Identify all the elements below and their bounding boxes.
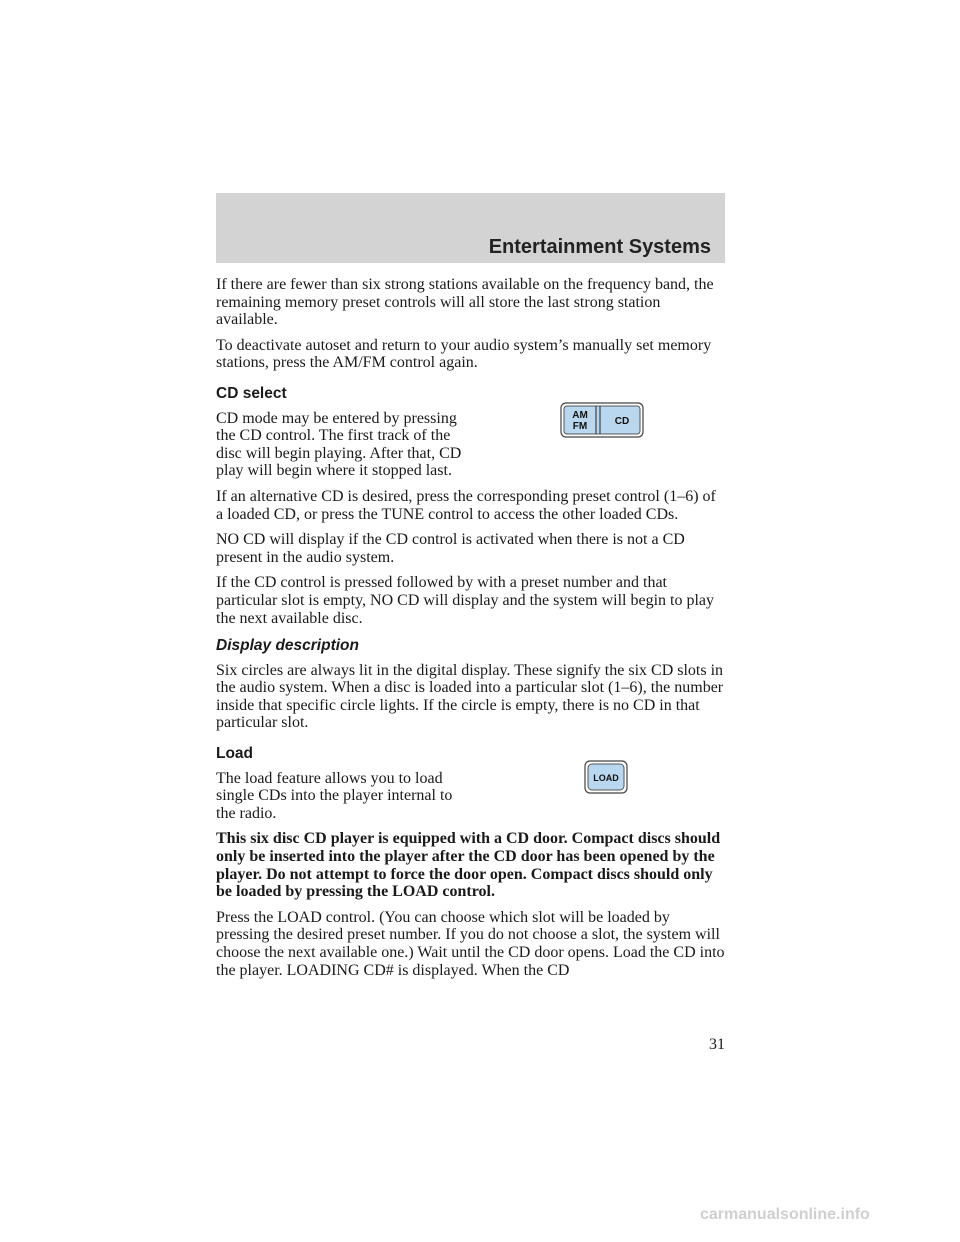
section-header [216, 193, 725, 263]
heading-load: Load [216, 745, 254, 763]
load-label: LOAD [593, 773, 619, 783]
paragraph-load-instructions: Press the LOAD control. (You can choose which slot will be loaded by pressing the desired preset number. If you do not choose a slot, the system will choose the next available one.) Wait until the CD door opens. Load the CD into the player. LOADING CD# is displayed. When the CD [216, 908, 725, 979]
paragraph-empty-slot: If the CD control is pressed followed by with a preset number and that particular slot is empty, NO CD will display and the system will begin to play the next available disc. [216, 574, 715, 627]
paragraph-deactivate-autoset: To deactivate autoset and return to your audio system’s manually set memory stations, press the AM/FM control again. [216, 336, 712, 372]
paragraph-alternative-cd: If an alternative CD is desired, press the corresponding preset control (1–6) of a loaded CD, or press the TUNE control to access the other loaded CDs. [216, 487, 716, 523]
section-title: Entertainment Systems [488, 236, 711, 258]
page-number: 31 [709, 1036, 725, 1053]
cd-label: CD [614, 416, 630, 427]
amfm-cd-control-illustration [560, 402, 644, 443]
page-content [216, 276, 725, 987]
paragraph-six-circles: Six circles are always lit in the digital display. These signify the six CD slots in the audio system. When a disc is loaded into a particular slot (1–6), the number inside that specific circle lights. If the circle is empty, there is no CD in that particular slot. [216, 661, 724, 732]
paragraph-no-cd: NO CD will display if the CD control is activated when there is not a CD present in the audio system. [216, 531, 685, 566]
load-control-illustration [584, 760, 628, 799]
paragraph-cd-mode: CD mode may be entered by pressing the CD control. The first track of the disc will begin playing. After that, CD play will begin where it stopped last. [216, 409, 462, 480]
paragraph-autoset-weak-stations: If there are fewer than six strong stations available on the frequency band, the remaining memory preset controls will all store the last strong station available. [216, 276, 714, 329]
am-label: AM [572, 410, 588, 421]
paragraph-cd-door-warning: This six disc CD player is equipped with a CD door. Compact discs should only be inserted into the player after the CD door has been opened by the player. Do not attempt to force the door open. Compact discs should only be loaded by pressing the LOAD control. [216, 830, 721, 901]
heading-display-description: Display description [216, 637, 359, 655]
paragraph-load-feature: The load feature allows you to load single CDs into the player internal to the radio. [216, 769, 453, 822]
amfm-cd-control-icon [560, 402, 644, 438]
load-control-icon [584, 760, 628, 794]
heading-cd-select: CD select [216, 384, 287, 402]
fm-label: FM [572, 421, 588, 432]
watermark: carmanualsonline.info [700, 1206, 870, 1223]
